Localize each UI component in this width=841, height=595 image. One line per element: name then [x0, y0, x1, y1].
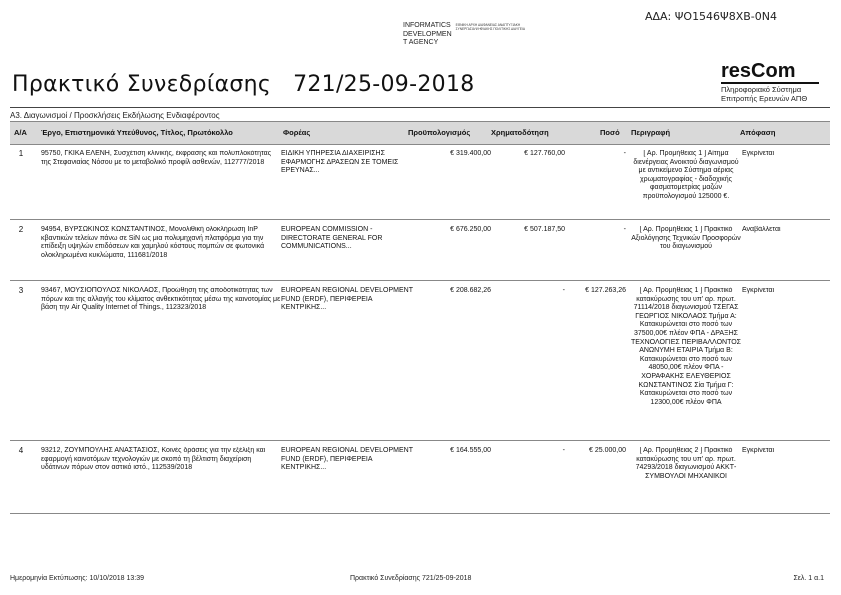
col-project: Έργο, Επιστημονικά Υπεύθυνος, Τίτλος, Πρωτόκολλο [41, 128, 233, 137]
row-org: EUROPEAN REGIONAL DEVELOPMENT FUND (ERDF), ΠΕΡΙΦΕΡΕΙΑ ΚΕΝΤΡΙΚΗΣ... [281, 287, 413, 312]
logo-line-2: DEVELOPMEN [403, 30, 452, 38]
row-description: [ Αρ. Προμήθειας 2 ] Πρακτικό κατακύρωσης του υπ' αρ. πρωτ. 74293/2018 διαγωνισμού ΑΚΚΤ-ΣΥΜΒΟΥΛΟΙ ΜΗΧΑΝΙΚΟΙ [635, 447, 737, 480]
row-no: 3 [18, 287, 24, 295]
row-project: 94954, ΒΥΡΣΩΚΙΝΟΣ ΚΩΝΣΤΑΝΤΙΝΟΣ, Μονολιθική ολοκλήρωση InP κβαντικών τελείων πάνω σε SiN ως μια πολυμηχανή πλατφόρμα για την επίδειξη υψηλών επιδόσεων και χαμηλού κόστους πομπών σε φωτονικά ολοκληρωμένα κυκλώματα, 111681/2018 [41, 226, 265, 259]
row-budget: € 319.400,00 [450, 150, 491, 157]
row-decision: Εγκρίνεται [742, 447, 775, 454]
row-no: 2 [18, 226, 24, 234]
agency-logo-text [403, 22, 452, 48]
row-decision: Εγκρίνεται [742, 287, 775, 294]
rescom-brand: resCom [721, 60, 819, 84]
table-row [10, 220, 830, 281]
table-row [10, 144, 830, 220]
row-amount: € 25.000,00 [589, 447, 626, 454]
page-title [12, 72, 475, 97]
col-org: Φορέας [283, 128, 311, 137]
ada-code: ΑΔΑ: ΨΟ1546Ψ8ΧΒ-0Ν4 [644, 10, 777, 23]
agency-logo [403, 22, 526, 48]
row-amount: € 127.263,26 [585, 287, 626, 294]
footer-doc-ref: Πρακτικό Συνεδρίασης 721/25-09-2018 [350, 575, 472, 582]
row-financing: € 127.760,00 [524, 150, 565, 157]
row-org: EUROPEAN REGIONAL DEVELOPMENT FUND (ERDF), ΠΕΡΙΦΕΡΕΙΑ ΚΕΝΤΡΙΚΗΣ... [281, 447, 413, 472]
row-project: 95750, ΓΚΙΚΑ ΕΛΕΝΗ, Συσχέτιση κλινικής, έκφρασης και πολυπλοκότητας της Στεφανιαίας Νόσου με το μεταβολικό προφίλ ασθενών, 112777/2018 [41, 150, 272, 166]
col-description: Περιγραφή [631, 128, 671, 137]
col-decision: Απόφαση [740, 128, 776, 137]
row-org: EUROPEAN COMMISSION - DIRECTORATE GENERAL FOR COMMUNICATIONS... [281, 226, 383, 251]
row-amount: - [623, 226, 626, 233]
row-budget: € 208.682,26 [450, 287, 491, 294]
row-description: [ Αρ. Προμήθειας 1 ] Πρακτικό κατακύρωσης του υπ' αρ. πρωτ. 71114/2018 διαγωνισμού ΤΣΕΓΑΣ ΓΕΩΡΓΙΟΣ ΝΙΚΟΛΑΟΣ Τμήμα Α: Κατακυρώνεται στο ποσό των 37500,00€ πλέον ΦΠΑ - ΔΡΑΞΗΣ ΤΕΧΝΟΛΟΓΙΕΣ ΠΕΡΙΒΑΛΛΟΝΤΟΣ ΑΝΩΝΥΜΗ ΕΤΑΙΡΙΑ Τμήμα Β: Κατακυρώνεται στο ποσό των 48050,00€ πλέον ΦΠΑ - ΧΟΡΑΦΑΚΗΣ ΕΛΕΥΘΕΡΙΟΣ ΚΩΝΣΤΑΝΤΙΝΟΣ Σία Τμήμα Γ: Κατακυρώνεται στο ποσό των 12300,00€ πλέον ΦΠΑ [630, 287, 741, 406]
row-description: [ Αρ. Προμήθειας 1 ] Πρακτικό Αξιολόγησης Τεχνικών Προσφορών του διαγωνισμού [631, 226, 741, 251]
col-budget: Προϋπολογισμός [408, 128, 471, 137]
row-no: 4 [18, 447, 24, 455]
row-financing: - [562, 287, 565, 294]
table-row [10, 441, 830, 514]
logo-tiny-text: ΕΘΝΙΚΗ ΑΡΧΗ ΔΙΑΦΑΝΕΙΑΣ ΑΝΑΠΤΥΞΙΑΚΗ ΣΥΝΕΡΓΑΣΙΑ ΨΗΦΙΑΚΗΣ ΠΟΛΙΤΙΚΗΣ ΔΙΑΥΓΕΙΑ [455, 23, 525, 31]
row-project: 93467, ΜΟΥΣΙΟΠΟΥΛΟΣ ΝΙΚΟΛΑΟΣ, Προώθηση της αποδοτικότητας των πόρων και της αλλαγής του κλίματος ανθεκτικότητας μέσω της καινοτομίας με βάση την Air Quality Internet of Things., 112323/2018 [41, 287, 281, 312]
logo-line-3: T AGENCY [403, 39, 439, 46]
row-financing: € 507.187,50 [524, 226, 565, 233]
row-description: [ Αρ. Προμήθειας 1 ] Αίτημα διενέργειας Ανοικτού διαγωνισμού με αντικείμενο Σύστημα αέριας χρωματογραφίας - διαδοχικής φασματομετρίας μαζών προϋπολογισμού 125000 €. [633, 150, 739, 200]
col-no: Α/Α [14, 128, 27, 137]
table-header [10, 121, 830, 145]
row-financing: - [562, 447, 565, 454]
row-decision: Εγκρίνεται [742, 150, 775, 157]
col-financing: Χρηματοδότηση [491, 128, 549, 137]
section-title: Α3. Διαγωνισμοί / Προσκλήσεις Εκδήλωσης Ενδιαφέροντος [10, 107, 830, 120]
print-date: Ημερομηνία Εκτύπωσης: 10/10/2018 13:39 [10, 575, 144, 582]
rescom-subtitle: Πληροφοριακό Σύστημα Επιτροπής Ερευνών ΑΠΘ [721, 85, 808, 103]
row-budget: € 164.555,00 [450, 447, 491, 454]
doc-number: 721/25-09-2018 [293, 72, 475, 97]
row-org: ΕΙΔΙΚΗ ΥΠΗΡΕΣΙΑ ΔΙΑΧΕΙΡΙΣΗΣ ΕΦΑΡΜΟΓΗΣ ΔΡΑΣΕΩΝ ΣΕ ΤΟΜΕΙΣ ΕΡΕΥΝΑΣ... [281, 150, 399, 175]
col-amount: Ποσό [600, 128, 620, 137]
row-project: 93212, ΖΟΥΜΠΟΥΛΗΣ ΑΝΑΣΤΑΣΙΟΣ, Κοινές δράσεις για την εξέλιξη και εφαρμογή καινοτόμων τεχνολογιών με σκοπό τη βέλτιστη διαχείριση υδάτινων πόρων στον αστικό ιστό., 112539/2018 [41, 447, 266, 472]
table-row [10, 281, 830, 441]
row-decision: Αναβάλλεται [742, 226, 781, 233]
row-no: 1 [18, 150, 24, 158]
page-number: Σελ. 1 α.1 [793, 575, 824, 582]
doc-title: Πρακτικό Συνεδρίασης [12, 72, 272, 97]
rescom-logo [721, 60, 819, 103]
row-budget: € 676.250,00 [450, 226, 491, 233]
row-amount: - [623, 150, 626, 157]
logo-line-1: INFORMATICS [403, 22, 451, 29]
